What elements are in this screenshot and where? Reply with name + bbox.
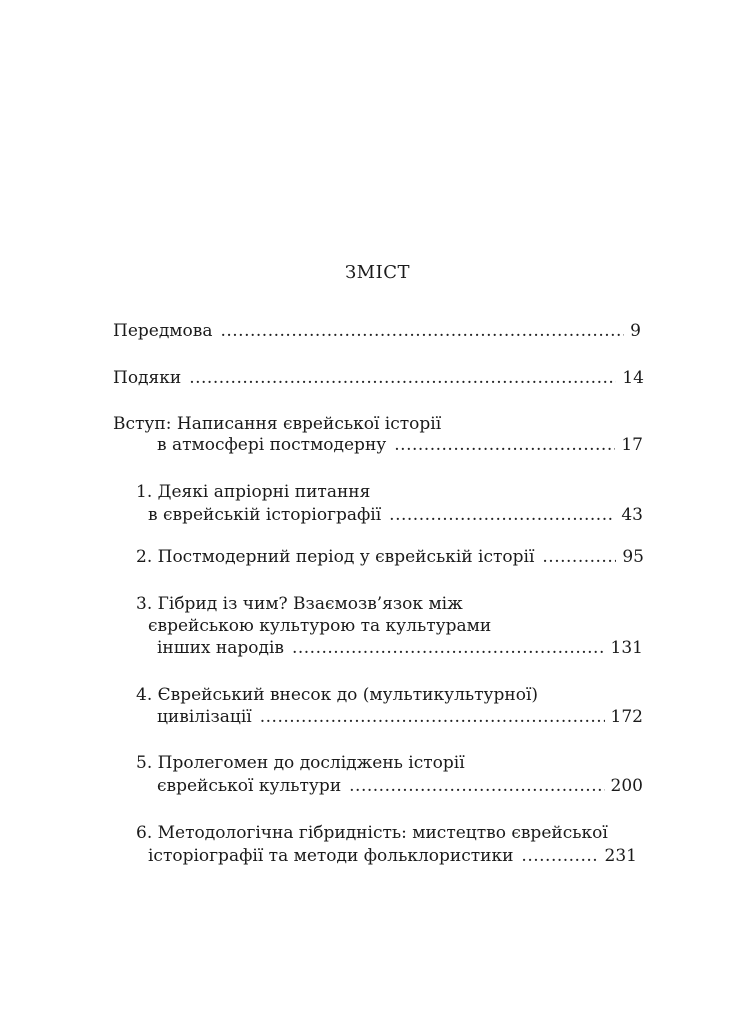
toc-leader-dots xyxy=(189,367,616,389)
toc-entry-label: історіографії та методи фольклористики xyxy=(148,846,514,866)
toc-entry-label: цивілізації xyxy=(157,707,252,727)
toc-entry-line: 1. Деякі апріорні питання xyxy=(136,482,371,502)
toc-entry-label: Передмова xyxy=(113,321,213,341)
toc-leader-dots xyxy=(349,775,604,797)
toc-entry-label: єврейської культури xyxy=(157,776,342,796)
toc-entry-line: 6. Методологічна гібридність: мистецтво єврейської xyxy=(136,823,608,843)
toc-leader-dots xyxy=(292,637,605,659)
toc-leader-dots xyxy=(542,546,616,568)
toc-page-number: 95 xyxy=(622,547,644,567)
toc-entry-label: 2. Постмодерний період у єврейській історії xyxy=(136,547,535,567)
toc-page-number: 200 xyxy=(610,776,643,796)
toc-leader-dots xyxy=(394,434,615,456)
toc-entry-label: інших народів xyxy=(157,638,284,658)
toc-entry-acknowledgements[interactable] xyxy=(113,367,644,389)
toc-leader-dots xyxy=(389,504,615,526)
toc-entry-line: 4. Єврейський внесок до (мультикультурної) xyxy=(136,685,539,705)
toc-entry-chapter-5[interactable] xyxy=(157,775,643,797)
toc-page-number: 231 xyxy=(604,846,637,866)
toc-leader-dots xyxy=(260,706,605,728)
toc-page-number: 172 xyxy=(610,707,643,727)
toc-entry-line: 3. Гібрид із чим? Взаємозв’язок між xyxy=(136,594,463,614)
toc-page-number: 14 xyxy=(622,368,644,388)
toc-entry-chapter-6[interactable] xyxy=(148,845,637,867)
toc-entry-foreword[interactable] xyxy=(113,320,641,342)
toc-entry-line: єврейською культурою та культурами xyxy=(148,616,492,636)
toc-page-number: 43 xyxy=(621,505,643,525)
toc-entry-chapter-4[interactable] xyxy=(157,706,643,728)
toc-leader-dots xyxy=(220,320,624,342)
toc-entry-line: Вступ: Написання єврейської історії xyxy=(113,414,442,434)
toc-entry-chapter-2[interactable] xyxy=(136,546,644,568)
toc-entry-label: Подяки xyxy=(113,368,182,388)
toc-entry-line: 5. Пролегомен до досліджень історії xyxy=(136,753,465,773)
toc-entry-label: в атмосфері постмодерну xyxy=(157,435,387,455)
page-title: ЗМІСТ xyxy=(344,262,411,283)
toc-page-number: 9 xyxy=(630,321,641,341)
toc-page-number: 131 xyxy=(610,638,643,658)
toc-page-number: 17 xyxy=(621,435,643,455)
toc-entry-label: в єврейській історіографії xyxy=(148,505,382,525)
toc-entry-chapter-3[interactable] xyxy=(157,637,643,659)
toc-entry-chapter-1[interactable] xyxy=(148,504,643,526)
toc-leader-dots xyxy=(521,845,598,867)
toc-entry-introduction[interactable] xyxy=(157,434,643,456)
